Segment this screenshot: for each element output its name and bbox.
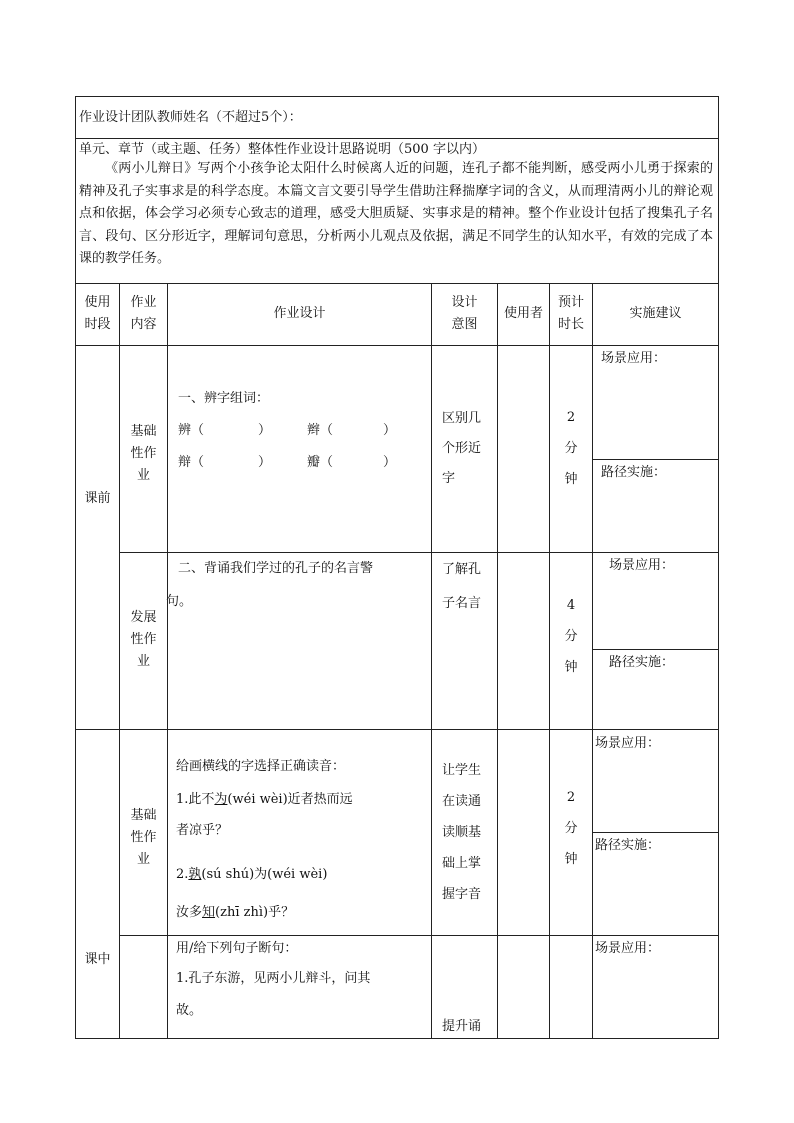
- table-border: [75, 138, 719, 139]
- pre-basic-content: 基础 性作 业: [130, 424, 157, 483]
- mid-next-line1: 1.孔子东游，见两小儿辩斗，问其: [176, 971, 371, 986]
- table-border: [497, 283, 498, 1039]
- unit-description: 《两小儿辩日》写两个小孩争论太阳什么时候离人近的问题，连孔子都不能判断，感受两小儿勇于探索的精神及孔子实事求是的科学态度。本篇文言文要引导学生借助注释揣摩字词的含义，从而理清两小儿的辩论观点和依据，体会学习必须专心致志的道理，感受大胆质疑、实事求是的精神。整个作业设计包括了搜集孔子名言、段句、区分形近字，理解词句意思，分析两小儿观点及依据，满足不同学生的认知水平，有效的完成了本课的教学任务。: [79, 161, 713, 266]
- unit-title: 单元、章节（或主题、任务）整体性作业设计思路说明（500 字以内）: [79, 142, 485, 157]
- table-border: [75, 1038, 719, 1039]
- scene-label: 场景应用：: [595, 941, 661, 956]
- table-border: [75, 345, 719, 346]
- mid-basic-intent: 让学生 在读通 读顺基 础上掌 握字音: [442, 763, 482, 902]
- word-pair: 瓣（: [307, 455, 334, 470]
- pre-basic-title: 一、辨字组词：: [178, 391, 270, 406]
- mid-next-title: 用/给下列句子断句：: [176, 941, 298, 956]
- pre-dev-content: 发展 性作 业: [130, 610, 157, 669]
- path-label: 路径实施：: [595, 838, 661, 853]
- table-border: [75, 96, 719, 97]
- table-border: [592, 832, 719, 833]
- col-design-header: 作业设计: [273, 306, 326, 321]
- table-border: [75, 283, 719, 284]
- table-border: [592, 649, 719, 650]
- mid-basic-title: 给画横线的字选择正确读音：: [176, 759, 346, 774]
- pre-basic-intent: 区别几 个形近 字: [442, 411, 482, 486]
- scene-label: 场景应用：: [595, 736, 661, 751]
- mid-q1-cont: 者凉乎？: [176, 823, 229, 838]
- table-border: [592, 459, 719, 460]
- col-user-header: 使用者: [503, 306, 543, 321]
- word-pair: 辩（: [178, 455, 205, 470]
- path-label: 路径实施：: [601, 465, 667, 480]
- team-label: 作业设计团队教师姓名（不超过5个）：: [79, 110, 302, 125]
- pre-dev-line1: 二、背诵我们学过的孔子的名言警: [178, 561, 374, 576]
- path-label: 路径实施：: [609, 655, 675, 670]
- pre-basic-time: 2 分 钟: [564, 410, 578, 487]
- col-time-header: 预计 时长: [557, 295, 584, 332]
- pre-dev-intent: 了解孔 子名言: [442, 562, 482, 611]
- table-border: [119, 552, 719, 553]
- word-pair: ）: [258, 455, 272, 470]
- mid-q2-cont: 汝多知(zhī zhì)乎？: [176, 905, 295, 920]
- col-content-header: 作业 内容: [130, 295, 157, 332]
- col-advice-header: 实施建议: [629, 306, 682, 321]
- table-border: [431, 283, 432, 1039]
- table-border: [592, 283, 593, 1039]
- mid-basic-time: 2 分 钟: [564, 790, 578, 867]
- pre-dev-line2: 句。: [166, 594, 193, 609]
- table-border: [119, 935, 719, 936]
- period-pre: 课前: [84, 491, 111, 506]
- word-pair: ）: [383, 455, 397, 470]
- word-pair: ）: [258, 423, 272, 438]
- mid-basic-content: 基础 性作 业: [130, 808, 157, 867]
- table-border: [75, 96, 76, 1039]
- period-mid: 课中: [84, 952, 111, 967]
- col-intent-header: 设计 意图: [451, 295, 478, 332]
- mid-next-intent: 提升诵: [442, 1019, 482, 1034]
- table-border: [718, 96, 719, 1039]
- scene-label: 场景应用：: [609, 558, 675, 573]
- word-pair: 辫（: [307, 423, 334, 438]
- table-border: [167, 283, 168, 1039]
- mid-q1: 1.此不为(wéi wèi)近者热而远: [176, 792, 353, 807]
- word-pair: 辨（: [178, 423, 205, 438]
- word-pair: ）: [383, 423, 397, 438]
- table-border: [75, 729, 719, 730]
- mid-q2: 2.孰(sú shú)为(wéi wèi): [176, 867, 328, 882]
- col-period-header: 使用 时段: [84, 295, 111, 332]
- mid-next-line2: 故。: [176, 1003, 203, 1018]
- pre-dev-time: 4 分 钟: [564, 598, 578, 675]
- scene-label: 场景应用：: [601, 351, 667, 366]
